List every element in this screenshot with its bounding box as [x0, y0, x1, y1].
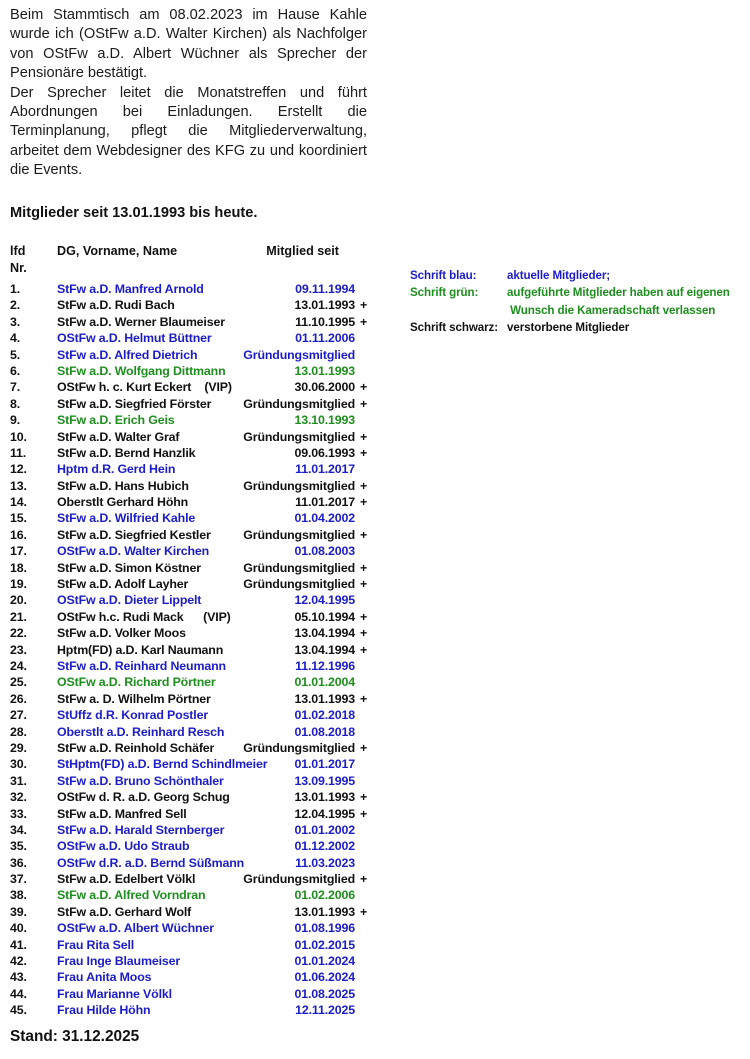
legend-label: [410, 302, 507, 319]
header-number-column: [10, 243, 57, 277]
member-since-value: 01.08.2025: [294, 986, 355, 1001]
member-name: StFw a.D. Bruno Schönthaler: [57, 773, 224, 788]
deceased-marker: +: [360, 527, 368, 542]
deceased-marker: [355, 592, 378, 608]
deceased-marker: [355, 986, 378, 1002]
deceased-marker: +: [360, 872, 368, 887]
member-name: Hptm(FD) a.D. Karl Naumann: [57, 642, 224, 657]
member-since-value: Gründungsmitglied: [243, 347, 355, 362]
member-since-value: 01.08.1996: [294, 921, 355, 936]
table-row: [10, 543, 401, 559]
member-name: StFw a.D. Manfred Sell: [57, 806, 187, 821]
member-name: OStFw a.D. Albert Wüchner: [57, 921, 214, 936]
table-row: [10, 887, 401, 903]
deceased-marker: +: [360, 691, 368, 706]
table-row: [10, 478, 401, 494]
deceased-marker: +: [360, 380, 368, 395]
legend-label: Schrift grün:: [410, 286, 479, 300]
member-name: StFw a.D. Reinhold Schäfer: [57, 740, 215, 755]
member-name: StFw a.D. Erich Geis: [57, 413, 175, 428]
deceased-marker: +: [360, 314, 368, 329]
deceased-marker: [355, 937, 378, 953]
member-since-value: 11.01.2017: [295, 495, 355, 510]
table-row: [10, 560, 401, 576]
member-name: StFw a.D. Adolf Layher: [57, 577, 189, 592]
row-number: 25.: [10, 675, 27, 690]
table-row: [10, 625, 401, 641]
member-since-value: 01.08.2003: [294, 544, 355, 559]
member-name: Frau Hilde Höhn: [57, 1003, 151, 1018]
member-name: OStFw h. c. Kurt Eckert (VIP): [57, 380, 232, 395]
row-number: 13.: [10, 478, 27, 493]
table-row: [10, 297, 401, 313]
deceased-marker: +: [360, 609, 368, 624]
member-since-value: 09.11.1994: [295, 282, 355, 296]
deceased-marker: [355, 969, 378, 985]
deceased-marker: [355, 838, 378, 854]
deceased-marker: +: [360, 429, 368, 444]
table-row: [10, 461, 401, 477]
member-name: StFw a.D. Harald Sternberger: [57, 822, 225, 837]
member-name: StFw a.D. Edelbert Völkl: [57, 872, 196, 887]
table-row: [10, 429, 401, 445]
row-number: 23.: [10, 642, 27, 657]
member-name: StFw a.D. Hans Hubich: [57, 478, 189, 493]
row-number: 11.: [10, 445, 27, 460]
member-name: StFw a. D. Wilhelm Pörtner: [57, 691, 211, 706]
row-number: 36.: [10, 855, 27, 870]
member-since-value: 01.08.2018: [294, 724, 355, 739]
row-number: 40.: [10, 921, 27, 936]
row-number: 3.: [10, 314, 21, 329]
deceased-marker: [355, 773, 378, 789]
header-nr: Nr.: [10, 261, 27, 275]
table-row: [10, 969, 401, 985]
table-row: [10, 822, 401, 838]
row-number: 15.: [10, 511, 27, 526]
row-number: 26.: [10, 691, 27, 706]
table-row: [10, 986, 401, 1002]
member-name: OStFw a.D. Dieter Lippelt: [57, 593, 202, 608]
deceased-marker: [355, 658, 378, 674]
member-name: OStFw d.R. a.D. Bernd Süßmann: [57, 855, 245, 870]
row-number: 29.: [10, 740, 27, 755]
table-row: [10, 379, 401, 395]
member-since-value: Gründungsmitglied: [243, 478, 355, 493]
table-row: [10, 314, 401, 330]
member-since-value: 12.04.1995: [294, 593, 355, 608]
member-since-value: 13.04.1994: [294, 642, 355, 657]
member-name: Oberstlt Gerhard Höhn: [57, 495, 189, 510]
legend-label: Schrift blau:: [410, 269, 477, 282]
member-since-value: 05.10.1994: [294, 609, 355, 624]
row-number: 24.: [10, 658, 27, 673]
member-since-value: 01.11.2006: [295, 331, 355, 346]
deceased-marker: [355, 674, 378, 690]
member-name: OStFw d. R. a.D. Georg Schug: [57, 790, 230, 805]
member-name: StFw a.D. Alfred Vorndran: [57, 888, 206, 903]
member-name: StFw a.D. Rudi Bach: [57, 298, 175, 313]
member-name: OStFw a.D. Helmut Büttner: [57, 331, 212, 346]
table-row: [10, 658, 401, 674]
member-name: StFw a.D. Bernd Hanzlik: [57, 445, 196, 460]
table-row: [10, 576, 401, 592]
deceased-marker: [355, 1002, 378, 1018]
table-row: [10, 412, 401, 428]
row-number: 42.: [10, 954, 27, 969]
member-since-value: 13.04.1994: [294, 626, 355, 641]
legend-label: Schrift schwarz:: [410, 320, 498, 334]
table-row: [10, 806, 401, 822]
member-name: Frau Marianne Völkl: [57, 986, 172, 1001]
table-row: [10, 510, 401, 526]
legend-row: [410, 284, 730, 301]
member-since-value: 13.01.1993: [294, 363, 355, 378]
member-name: StFw a.D. Wolfgang Dittmann: [57, 363, 226, 378]
deceased-marker: +: [360, 740, 368, 755]
member-since-value: 11.12.1996: [295, 658, 355, 673]
member-since-value: 13.01.1993: [294, 904, 355, 919]
members-list: [10, 281, 401, 1019]
member-name: StFw a.D. Wilfried Kahle: [57, 511, 196, 526]
deceased-marker: [355, 724, 378, 740]
member-name: StFw a.D. Gerhard Wolf: [57, 904, 192, 919]
member-name: OStFw a.D. Walter Kirchen: [57, 544, 210, 559]
row-number: 9.: [10, 413, 21, 428]
member-since-value: 12.04.1995: [294, 806, 355, 821]
row-number: 43.: [10, 970, 27, 985]
table-row: [10, 953, 401, 969]
deceased-marker: +: [360, 478, 368, 493]
member-since-value: 13.09.1995: [294, 773, 355, 788]
table-row: [10, 855, 401, 871]
member-since-value: 13.01.1993: [294, 790, 355, 805]
member-since-value: 13.01.1993: [294, 298, 355, 313]
row-number: 38.: [10, 888, 27, 903]
member-since-value: Gründungsmitglied: [243, 740, 355, 755]
deceased-marker: [355, 953, 378, 969]
member-since-value: 01.01.2017: [294, 757, 355, 772]
table-row: [10, 527, 401, 543]
header-name-column: DG, Vorname, Name: [57, 244, 178, 258]
table-row: [10, 609, 401, 625]
member-since-value: Gründungsmitglied: [243, 577, 355, 592]
member-name: StFw a.D. Siegfried Förster: [57, 396, 212, 411]
member-name: Frau Rita Sell: [57, 937, 135, 952]
deceased-marker: [355, 330, 378, 346]
row-number: 7.: [10, 380, 21, 395]
header-since-column: Mitglied seit: [266, 244, 339, 258]
table-row: [10, 347, 401, 363]
member-name: StFw a.D. Alfred Dietrich: [57, 347, 198, 362]
legend-description: verstorbene Mitglieder: [507, 320, 630, 334]
table-row: [10, 756, 401, 772]
row-number: 44.: [10, 986, 27, 1001]
deceased-marker: +: [360, 790, 368, 805]
table-row: [10, 707, 401, 723]
member-name: Frau Inge Blaumeiser: [57, 954, 181, 969]
row-number: 27.: [10, 708, 27, 723]
row-number: 21.: [10, 609, 27, 624]
member-name: Hptm d.R. Gerd Hein: [57, 462, 176, 477]
deceased-marker: [355, 363, 378, 379]
deceased-marker: +: [360, 298, 368, 313]
table-row: [10, 773, 401, 789]
table-row: [10, 691, 401, 707]
member-since-value: 01.01.2002: [294, 822, 355, 837]
member-name: Frau Anita Moos: [57, 970, 152, 985]
member-name: OStFw h.c. Rudi Mack (VIP): [57, 609, 231, 624]
color-legend: [410, 267, 730, 336]
table-row: [10, 789, 401, 805]
row-number: 20.: [10, 593, 27, 608]
intro-paragraph-1: Beim Stammtisch am 08.02.2023 im Hause Kahle wurde ich (OStFw a.D. Walter Kirchen) als Nachfolger von OStFw a.D. Albert Wüchner als Sprecher der Pensionäre bestätigt.: [10, 7, 367, 82]
member-since-value: 01.02.2015: [294, 937, 355, 952]
row-number: 17.: [10, 544, 27, 559]
row-number: 1.: [10, 282, 21, 296]
deceased-marker: +: [360, 642, 368, 657]
member-since-value: 01.02.2018: [294, 708, 355, 723]
row-number: 5.: [10, 347, 21, 362]
member-name: OStFw a.D. Richard Pörtner: [57, 675, 216, 690]
table-row: [10, 1002, 401, 1018]
row-number: 2.: [10, 298, 21, 313]
deceased-marker: +: [360, 626, 368, 641]
deceased-marker: [355, 510, 378, 526]
members-subtitle: Mitglieder seit 13.01.1993 bis heute.: [10, 205, 258, 221]
legend-description: aufgeführte Mitglieder haben auf eigenen: [507, 286, 730, 300]
row-number: 14.: [10, 495, 27, 510]
row-number: 4.: [10, 331, 21, 346]
member-name: StFw a.D. Werner Blaumeiser: [57, 314, 225, 329]
row-number: 28.: [10, 724, 27, 739]
member-name: StFw a.D. Reinhard Neumann: [57, 658, 226, 673]
deceased-marker: [355, 887, 378, 903]
member-since-value: 01.01.2004: [294, 675, 355, 690]
member-since-value: 30.06.2000: [294, 380, 355, 395]
stand-date: Stand: 31.12.2025: [10, 1028, 140, 1045]
member-name: StFw a.D. Walter Graf: [57, 429, 180, 444]
deceased-marker: [355, 412, 378, 428]
table-row: [10, 445, 401, 461]
deceased-marker: [355, 461, 378, 477]
deceased-marker: [355, 347, 378, 363]
member-since-value: 11.03.2023: [295, 855, 355, 870]
member-since-value: 01.02.2006: [294, 888, 355, 903]
member-name: OStFw a.D. Udo Straub: [57, 839, 190, 854]
row-number: 45.: [10, 1003, 27, 1018]
table-row: [10, 330, 401, 346]
row-number: 16.: [10, 527, 27, 542]
row-number: 6.: [10, 363, 21, 378]
intro-paragraph-2: Der Sprecher leitet die Monatstreffen und führt Abordnungen bei Einladungen. Erstellt die Terminplanung, pflegt die Mitgliederverwaltung, arbeitet dem Webdesigner des KFG zu und koordiniert die Events.: [10, 84, 367, 179]
row-number: 37.: [10, 872, 27, 887]
member-since-value: Gründungsmitglied: [243, 872, 355, 887]
deceased-marker: [355, 281, 378, 297]
member-name: StFw a.D. Volker Moos: [57, 626, 186, 641]
table-row: [10, 281, 401, 297]
member-name: StUffz d.R. Konrad Postler: [57, 708, 208, 723]
row-number: 31.: [10, 773, 27, 788]
row-number: 35.: [10, 839, 27, 854]
table-row: [10, 363, 401, 379]
table-row: [10, 920, 401, 936]
legend-row: [410, 302, 730, 319]
member-since-value: 11.10.1995: [295, 314, 355, 329]
member-since-value: 13.01.1993: [294, 691, 355, 706]
member-name: StFw a.D. Simon Köstner: [57, 560, 201, 575]
row-number: 34.: [10, 822, 27, 837]
member-since-value: 01.12.2002: [294, 839, 355, 854]
member-since-value: Gründungsmitglied: [243, 527, 355, 542]
table-row: [10, 642, 401, 658]
deceased-marker: [355, 707, 378, 723]
member-since-value: Gründungsmitglied: [243, 396, 355, 411]
legend-description: Wunsch die Kameradschaft verlassen: [507, 303, 716, 317]
member-since-value: Gründungsmitglied: [243, 429, 355, 444]
deceased-marker: [355, 920, 378, 936]
table-row: [10, 396, 401, 412]
row-number: 18.: [10, 560, 27, 575]
member-name: StFw a.D. Manfred Arnold: [57, 282, 204, 296]
row-number: 12.: [10, 462, 27, 477]
table-row: [10, 674, 401, 690]
row-number: 8.: [10, 396, 21, 411]
table-row: [10, 740, 401, 756]
row-number: 19.: [10, 577, 27, 592]
deceased-marker: +: [360, 806, 368, 821]
deceased-marker: [355, 855, 378, 871]
deceased-marker: +: [360, 560, 368, 575]
deceased-marker: [355, 543, 378, 559]
row-number: 22.: [10, 626, 27, 641]
deceased-marker: +: [360, 904, 368, 919]
deceased-marker: +: [360, 577, 368, 592]
row-number: 39.: [10, 904, 27, 919]
member-since-value: 11.01.2017: [295, 462, 355, 477]
deceased-marker: +: [360, 445, 368, 460]
table-row: [10, 871, 401, 887]
row-number: 33.: [10, 806, 27, 821]
deceased-marker: +: [360, 495, 368, 510]
legend-row: [410, 267, 730, 284]
legend-row: [410, 319, 730, 336]
member-since-value: 01.04.2002: [294, 511, 355, 526]
member-name: Oberstlt a.D. Reinhard Resch: [57, 724, 225, 739]
member-since-value: 01.06.2024: [294, 970, 355, 985]
row-number: 32.: [10, 790, 27, 805]
table-header: [10, 243, 381, 277]
deceased-marker: [355, 756, 378, 772]
row-number: 41.: [10, 937, 27, 952]
table-row: [10, 904, 401, 920]
deceased-marker: +: [360, 396, 368, 411]
row-number: 30.: [10, 757, 27, 772]
intro-text: [10, 6, 367, 181]
row-number: 10.: [10, 429, 27, 444]
header-lfd: lfd: [10, 244, 26, 258]
member-name: StFw a.D. Siegfried Kestler: [57, 527, 211, 542]
member-since-value: 09.06.1993: [294, 445, 355, 460]
member-since-value: 13.10.1993: [294, 413, 355, 428]
member-since-value: 12.11.2025: [295, 1003, 355, 1018]
member-since-value: 01.01.2024: [294, 954, 355, 969]
table-row: [10, 838, 401, 854]
member-since-value: Gründungsmitglied: [243, 560, 355, 575]
deceased-marker: [355, 822, 378, 838]
table-row: [10, 494, 401, 510]
table-row: [10, 592, 401, 608]
member-name: StHptm(FD) a.D. Bernd Schindlmeier: [57, 757, 268, 772]
legend-description: aktuelle Mitglieder;: [507, 269, 611, 282]
table-row: [10, 724, 401, 740]
table-row: [10, 937, 401, 953]
